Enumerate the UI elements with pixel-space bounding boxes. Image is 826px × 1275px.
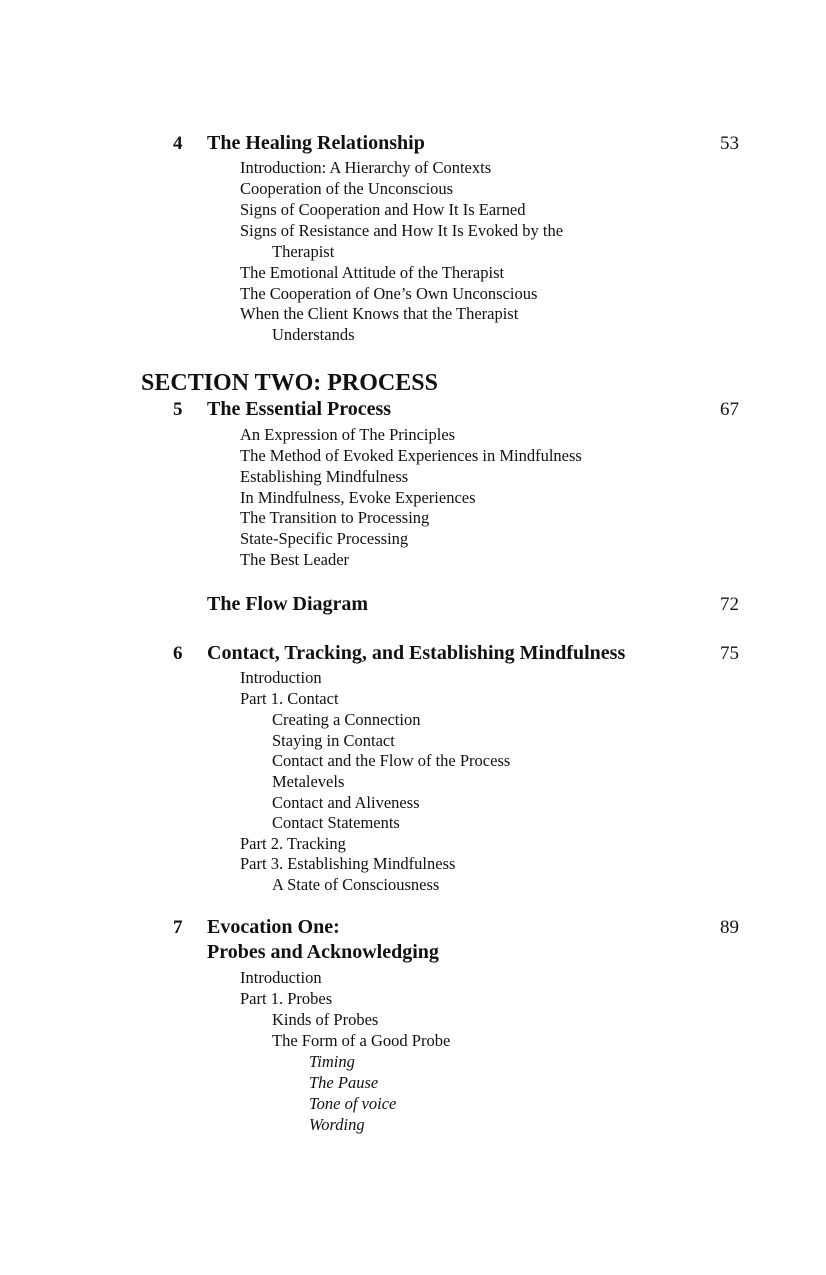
chapter-title-continuation[interactable]: Probes and Acknowledging — [207, 941, 439, 963]
toc-entry[interactable]: Introduction: A Hierarchy of Contexts — [240, 158, 492, 177]
toc-subentry[interactable]: The Form of a Good Probe — [272, 1031, 451, 1050]
toc-entry[interactable]: Introduction — [240, 968, 322, 987]
toc-entry[interactable]: The Best Leader — [240, 550, 350, 569]
toc-entry[interactable]: When the Client Knows that the Therapist — [240, 304, 519, 323]
toc-subsubentry[interactable]: Timing — [309, 1052, 355, 1071]
toc-entry-continuation[interactable]: Understands — [272, 325, 355, 344]
page-number[interactable]: 53 — [720, 133, 739, 154]
toc-entry[interactable]: State-Specific Processing — [240, 529, 409, 548]
toc-subentry[interactable]: Staying in Contact — [272, 731, 395, 750]
toc-entry[interactable]: Cooperation of the Unconscious — [240, 179, 454, 198]
toc-entry[interactable]: Signs of Cooperation and How It Is Earned — [240, 200, 526, 219]
toc-entry-continuation[interactable]: Therapist — [272, 242, 335, 261]
chapter-number: 6 — [173, 643, 183, 664]
toc-entry[interactable]: Part 3. Establishing Mindfulness — [240, 854, 456, 873]
toc-subsubentry[interactable]: The Pause — [309, 1073, 379, 1092]
toc-entry[interactable]: The Emotional Attitude of the Therapist — [240, 263, 505, 282]
chapter-title[interactable]: The Healing Relationship — [207, 132, 425, 154]
chapter-title[interactable]: Contact, Tracking, and Establishing Mindfulness — [207, 642, 626, 664]
page-number[interactable]: 67 — [720, 399, 739, 420]
toc-entry[interactable]: The Transition to Processing — [240, 508, 430, 527]
section-heading: SECTION TWO: PROCESS — [141, 370, 438, 396]
toc-entry[interactable]: In Mindfulness, Evoke Experiences — [240, 488, 476, 507]
toc-entry[interactable]: Part 1. Probes — [240, 989, 333, 1008]
toc-entry[interactable]: An Expression of The Principles — [240, 425, 456, 444]
toc-entry[interactable]: Part 2. Tracking — [240, 834, 346, 853]
flow-diagram-title[interactable]: The Flow Diagram — [207, 593, 369, 615]
toc-subentry[interactable]: Metalevels — [272, 772, 345, 791]
toc-subentry[interactable]: Creating a Connection — [272, 710, 421, 729]
chapter-number: 4 — [173, 133, 183, 154]
toc-subsubentry[interactable]: Wording — [309, 1115, 365, 1134]
page-number[interactable]: 89 — [720, 917, 739, 938]
toc-entry[interactable]: Introduction — [240, 668, 322, 687]
toc-subentry[interactable]: Contact Statements — [272, 813, 400, 832]
chapter-number: 7 — [173, 917, 183, 938]
chapter-title[interactable]: The Essential Process — [207, 398, 392, 420]
toc-subentry[interactable]: A State of Consciousness — [272, 875, 440, 894]
toc-subsubentry[interactable]: Tone of voice — [309, 1094, 397, 1113]
toc-subentry[interactable]: Kinds of Probes — [272, 1010, 379, 1029]
chapter-number: 5 — [173, 399, 183, 420]
toc-entry[interactable]: Establishing Mindfulness — [240, 467, 409, 486]
toc-entry[interactable]: Part 1. Contact — [240, 689, 339, 708]
page-number[interactable]: 75 — [720, 643, 739, 664]
toc-subentry[interactable]: Contact and the Flow of the Process — [272, 751, 511, 770]
page-number[interactable]: 72 — [720, 594, 739, 615]
toc-entry[interactable]: Signs of Resistance and How It Is Evoked by the — [240, 221, 564, 240]
chapter-title[interactable]: Evocation One: — [207, 916, 340, 938]
toc-subentry[interactable]: Contact and Aliveness — [272, 793, 420, 812]
toc-entry[interactable]: The Cooperation of One’s Own Unconscious — [240, 284, 538, 303]
toc-entry[interactable]: The Method of Evoked Experiences in Mindfulness — [240, 446, 582, 465]
